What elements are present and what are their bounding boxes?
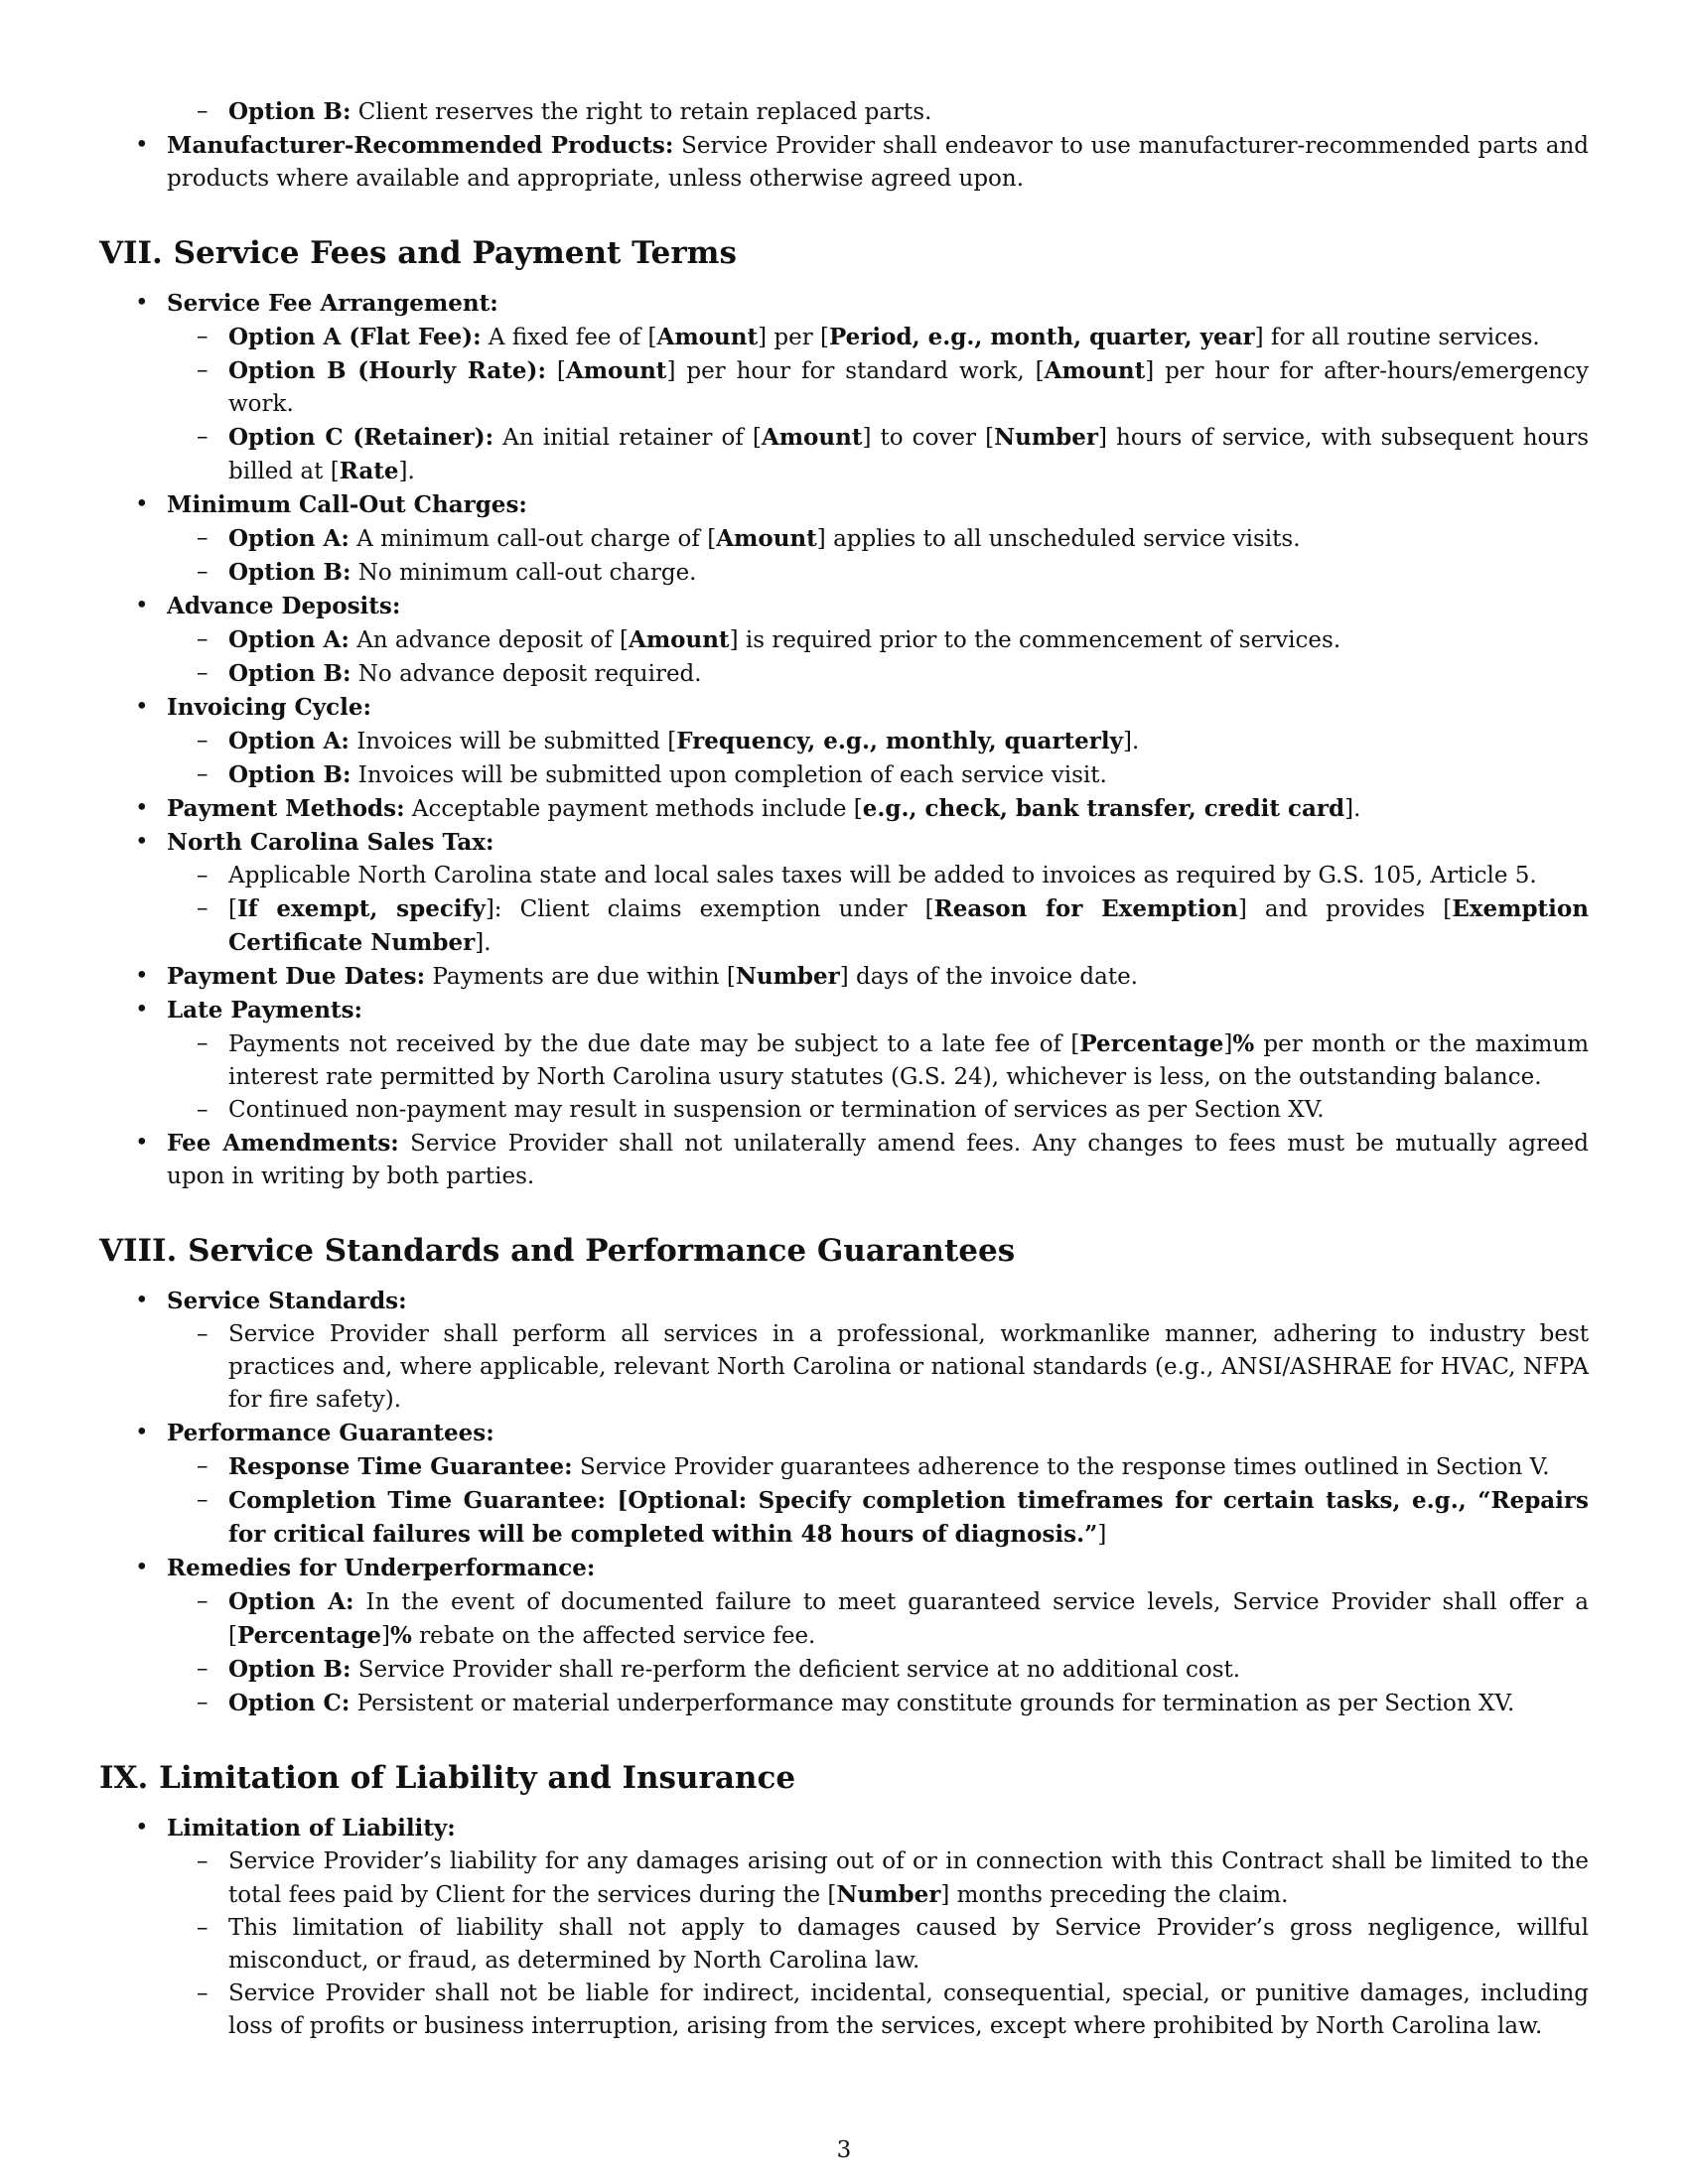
bold-text-run: Response Time Guarantee: (228, 1453, 573, 1480)
list-item (167, 129, 1589, 196)
text-run: Invoices will be submitted upon completion of each service visit. (351, 762, 1107, 788)
carryover-content (99, 95, 1589, 196)
sub-list-item (228, 1912, 1589, 1978)
bold-text-run: If exempt, specify (236, 895, 486, 922)
text-run: [ (228, 896, 237, 922)
text-run: ] hours of service, with subsequent hours billed at [ (228, 425, 1589, 484)
bold-text-run: Number (735, 963, 840, 990)
list-item-text (167, 691, 1589, 725)
bold-text-run: Advance Deposits: (167, 593, 401, 619)
text-run: No advance deposit required. (351, 661, 702, 687)
text-run: ] (381, 1623, 390, 1649)
bullet-list (99, 287, 1589, 1193)
text-run: ]. (398, 459, 415, 484)
text-run: Service Provider shall perform all services in a professional, workmanlike manner, adhering to industry best practices and, where applicable, relevant North Carolina or national standards (e.g., ANSI/ASHRAE for HVAC, NFPA for fire safety). (228, 1321, 1589, 1413)
bold-text-run: North Carolina Sales Tax: (167, 829, 494, 856)
list-item-text (167, 994, 1589, 1027)
bold-text-run: Minimum Call-Out Charges: (167, 491, 527, 518)
list-item (167, 792, 1589, 826)
list-item-text (167, 1552, 1589, 1585)
list-item-text (167, 960, 1589, 994)
list-item (167, 488, 1589, 590)
text-run: ] (1097, 1522, 1107, 1548)
section-title: VIII. Service Standards and Performance Guarantees (99, 1233, 1016, 1269)
sub-list-item (228, 1484, 1589, 1552)
text-run: Service Provider shall not unilaterally amend fees. Any changes to fees must be mutually agreed upon in writing by both parties. (167, 1131, 1589, 1189)
text-run: ] per [ (758, 325, 829, 350)
sub-list-item (228, 1094, 1589, 1127)
bold-text-run: Payment Due Dates: (167, 963, 426, 990)
list-item (167, 590, 1589, 691)
bold-text-run: Completion Time Guarantee: [Optional: Specify completion timeframes for certain tasks, e.g., “Repairs for critical failures will be completed within 48 hours of diagnosis.” (228, 1487, 1589, 1548)
list-item-text (167, 1285, 1589, 1318)
text-run: ]. (475, 930, 492, 956)
bold-text-run: Option A: (228, 525, 350, 552)
text-run: ] is required prior to the commencement of services. (729, 627, 1341, 653)
bold-text-run: Option B: (228, 1656, 352, 1683)
text-run: In the event of documented failure to meet guaranteed service levels, Service Provider shall offer a [ (228, 1589, 1590, 1649)
text-run: ] per hour for after-hours/emergency work. (228, 358, 1589, 417)
text-run: per month or the maximum interest rate permitted by North Carolina usury statutes (G.S. 24), whichever is less, on the outstanding balance. (228, 1031, 1590, 1090)
text-run: Continued non-payment may result in suspension or termination of services as per Section XV. (228, 1097, 1325, 1123)
bold-text-run: Amount (656, 324, 759, 350)
sub-list-item (228, 1450, 1589, 1484)
bold-text-run: Amount (565, 357, 667, 384)
text-run: ] per hour for standard work, [ (666, 358, 1045, 384)
list-item (167, 994, 1589, 1127)
text-run: Service Provider guarantees adherence to the response times outlined in Section V. (572, 1454, 1550, 1480)
sub-list (167, 95, 1589, 129)
text-run: Payments are due within [ (425, 964, 736, 990)
list-item (167, 960, 1589, 994)
bold-text-run: Option A: (228, 728, 350, 754)
bullet-list (99, 1812, 1589, 2043)
sub-list (167, 1450, 1589, 1552)
bold-text-run: Invoicing Cycle: (167, 694, 372, 721)
sub-list-item (228, 860, 1589, 892)
bold-text-run: Exemption Certificate Number (228, 895, 1589, 956)
text-run: ]: Client claims exemption under [ (485, 896, 934, 922)
bold-text-run: % (390, 1622, 412, 1649)
bold-text-run: Amount (761, 424, 863, 451)
bullet-list (99, 1285, 1589, 1720)
bold-text-run: Frequency, e.g., monthly, quarterly (676, 728, 1123, 754)
sub-list (167, 623, 1589, 691)
sub-list-item (228, 1653, 1589, 1687)
bold-text-run: Percentage (1079, 1030, 1224, 1057)
list-item-text (167, 287, 1589, 321)
list-item-text (167, 1417, 1589, 1450)
sub-list-item (228, 725, 1589, 758)
text-run: [ (545, 358, 566, 384)
text-run: ] (1223, 1031, 1233, 1057)
text-run: ]. (1122, 729, 1140, 754)
bold-text-run: Manufacturer-Recommended Products: (167, 132, 674, 159)
sub-list-item (228, 1318, 1589, 1417)
text-run: No minimum call-out charge. (351, 560, 697, 586)
sub-list (167, 860, 1589, 960)
text-run: This limitation of liability shall not apply to damages caused by Service Provider’s gross negligence, willful misconduct, or fraud, as determined by North Carolina law. (228, 1915, 1589, 1974)
text-run: ]. (1344, 796, 1361, 822)
bold-text-run: Option A (Flat Fee): (228, 324, 482, 350)
bold-text-run: Service Standards: (167, 1288, 407, 1314)
sub-list-item (228, 657, 1589, 691)
text-run: Service Provider shall not be liable for indirect, incidental, consequential, special, or punitive damages, including loss of profits or business interruption, arising from the services, except where prohibited by North Carolina law. (228, 1980, 1589, 2039)
text-run: An advance deposit of [ (349, 627, 629, 653)
sub-list-item (228, 556, 1589, 590)
sub-list-item (228, 892, 1589, 960)
sub-list (167, 1318, 1589, 1417)
sub-list-item (228, 421, 1589, 488)
list-item (167, 1552, 1589, 1720)
text-run: rebate on the affected service fee. (411, 1623, 816, 1649)
bold-text-run: Amount (1044, 357, 1146, 384)
sub-list (167, 1585, 1589, 1720)
bold-text-run: % (1232, 1030, 1255, 1057)
bold-text-run: Service Fee Arrangement: (167, 290, 498, 317)
bold-text-run: Option B: (228, 761, 352, 788)
bold-text-run: Option B: (228, 660, 352, 687)
text-run: Persistent or material underperformance may constitute grounds for termination as per Section XV. (350, 1691, 1515, 1716)
sub-list-item (228, 1585, 1589, 1653)
sections-container (99, 233, 1589, 2043)
sub-list (167, 725, 1589, 792)
text-run: ] for all routine services. (1254, 325, 1540, 350)
sub-list-item (228, 1027, 1589, 1094)
list-item-text (167, 129, 1589, 196)
sub-list-item (228, 95, 1589, 129)
text-run: Payments not received by the due date may be subject to a late fee of [ (228, 1031, 1080, 1057)
carryover-list-item (167, 95, 1589, 129)
bold-text-run: Option C: (228, 1690, 351, 1716)
text-run: Service Provider shall endeavor to use manufacturer-recommended parts and products where available and appropriate, unless otherwise agreed upon. (167, 133, 1590, 192)
list-item-text (167, 488, 1589, 522)
list-item-text (167, 826, 1589, 860)
list-item (167, 287, 1589, 488)
list-item-text (167, 792, 1589, 826)
bold-text-run: Late Payments: (167, 997, 363, 1024)
sub-list-item (228, 354, 1589, 421)
bold-text-run: Remedies for Underperformance: (167, 1555, 596, 1581)
list-item (167, 1812, 1589, 2043)
bold-text-run: Option B (Hourly Rate): (228, 357, 546, 384)
sub-list (167, 1027, 1589, 1127)
text-run: Service Provider’s liability for any damages arising out of or in connection with this Contract shall be limited to the total fees paid by Client for the services during the [ (228, 1848, 1589, 1908)
bold-text-run: Option C (Retainer): (228, 424, 494, 451)
list-item (167, 1285, 1589, 1417)
list-item-text (167, 1812, 1589, 1845)
section-title: VII. Service Fees and Payment Terms (99, 235, 737, 271)
bold-text-run: Period, e.g., month, quarter, year (829, 324, 1255, 350)
bold-text-run: Rate (339, 458, 399, 484)
section-title: IX. Limitation of Liability and Insurance (99, 1760, 796, 1796)
sub-list-item (228, 758, 1589, 792)
bold-text-run: Amount (628, 626, 730, 653)
sub-list-item (228, 623, 1589, 657)
list-item-text (167, 1127, 1589, 1193)
bold-text-run: Fee Amendments: (167, 1130, 399, 1157)
bold-text-run: Number (836, 1881, 941, 1908)
carryover-list (99, 95, 1589, 129)
list-item (167, 691, 1589, 792)
bold-text-run: e.g., check, bank transfer, credit card (862, 795, 1345, 822)
text-run: ] applies to all unscheduled service visits. (816, 526, 1301, 552)
bold-text-run: Option A: (228, 626, 350, 653)
sub-list-item (228, 522, 1589, 556)
bullet-list (99, 129, 1589, 196)
sub-list (167, 321, 1589, 488)
list-item (167, 1417, 1589, 1552)
text-run: ] to cover [ (862, 425, 995, 451)
list-item (167, 826, 1589, 960)
text-run: ] days of the invoice date. (839, 964, 1138, 990)
list-item-text (167, 590, 1589, 623)
bold-text-run: Option B: (228, 559, 352, 586)
bold-text-run: Number (994, 424, 1098, 451)
bold-text-run: Option A: (228, 1588, 354, 1615)
sub-list (167, 1845, 1589, 2043)
text-run: A minimum call-out charge of [ (349, 526, 717, 552)
sub-list-item (228, 321, 1589, 354)
page-number: 3 (836, 2137, 852, 2163)
list-item (167, 1127, 1589, 1193)
section (99, 1758, 1589, 2043)
bold-text-run: Reason for Exemption (933, 895, 1238, 922)
text-run: Acceptable payment methods include [ (404, 796, 863, 822)
bold-text-run: Payment Methods: (167, 795, 405, 822)
sub-list (167, 522, 1589, 590)
text-run: A fixed fee of [ (481, 325, 657, 350)
text-run: ] and provides [ (1237, 896, 1453, 922)
text-run: Service Provider shall re-perform the deficient service at no additional cost. (351, 1657, 1241, 1683)
bold-text-run: Option B: (228, 98, 352, 125)
bold-text-run: Amount (716, 525, 817, 552)
sub-list-item (228, 1978, 1589, 2043)
bold-text-run: Percentage (236, 1622, 382, 1649)
bold-text-run: Limitation of Liability: (167, 1815, 456, 1842)
section (99, 233, 1589, 1193)
text-run: Invoices will be submitted [ (349, 729, 677, 754)
text-run: ] months preceding the claim. (940, 1882, 1289, 1908)
bold-text-run: Performance Guarantees: (167, 1420, 494, 1446)
section (99, 1231, 1589, 1720)
sub-list-item (228, 1687, 1589, 1720)
text-run: An initial retainer of [ (493, 425, 762, 451)
text-run: Client reserves the right to retain replaced parts. (351, 99, 932, 125)
sub-list-item (228, 1845, 1589, 1912)
text-run: Applicable North Carolina state and local sales taxes will be added to invoices as required by G.S. 105, Article 5. (228, 863, 1537, 888)
